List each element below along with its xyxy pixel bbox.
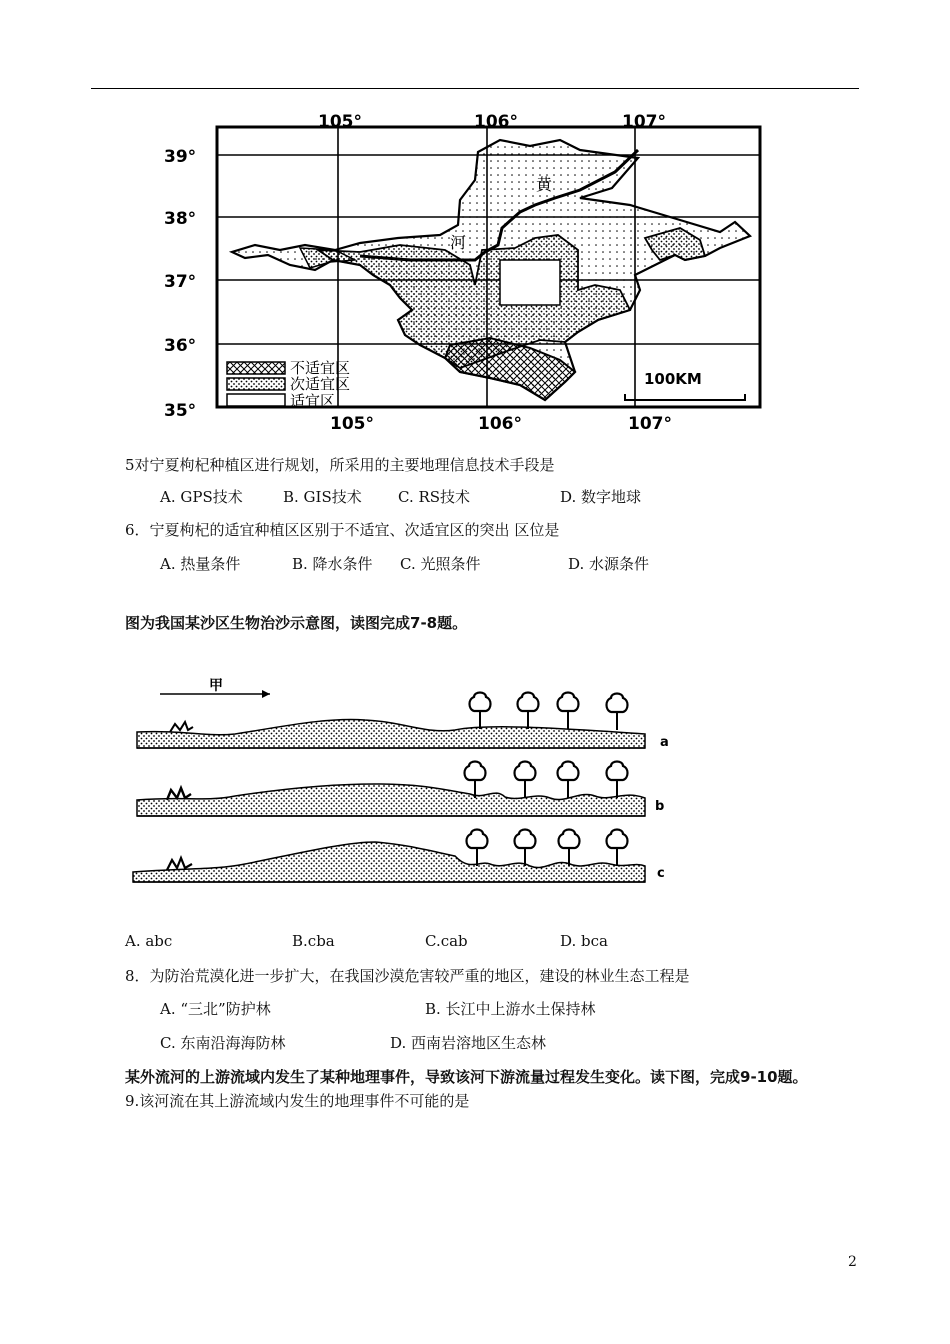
q5-stem: 5对宁夏枸杞种植区进行规划，所采用的主要地理信息技术手段是 bbox=[125, 456, 555, 474]
sand-control-diagram bbox=[125, 672, 685, 894]
row-label-b: b bbox=[655, 799, 665, 814]
header-rule bbox=[91, 88, 859, 89]
river-char-huang: 黄 bbox=[536, 175, 553, 194]
q8-stem: 8．为防治荒漠化进一步扩大，在我国沙漠危害较严重的地区，建设的林业生态工程是 bbox=[125, 967, 690, 985]
q7-option-a: A. abc bbox=[125, 932, 173, 950]
section-7-8-heading: 图为我国某沙区生物治沙示意图，读图完成7-8题。 bbox=[125, 614, 468, 632]
q5-option-b: B. GIS技术 bbox=[283, 488, 362, 506]
section-9-10-heading: 某外流河的上游流域内发生了某种地理事件，导致该河下游流量过程发生变化。读下图，完成9-10题。 bbox=[125, 1068, 808, 1086]
lon-label-107-top: 107° bbox=[622, 112, 666, 132]
lon-label-106-top: 106° bbox=[474, 112, 518, 132]
lat-label-35: 35° bbox=[164, 401, 197, 421]
ningxia-map bbox=[160, 110, 770, 440]
legend-unsuitable: 不适宜区 bbox=[290, 359, 351, 377]
legend-suitable: 适宜区 bbox=[290, 392, 336, 410]
row-label-a: a bbox=[660, 735, 669, 750]
river-char-he: 河 bbox=[450, 233, 467, 252]
q8-option-d: D. 西南岩溶地区生态林 bbox=[390, 1034, 547, 1052]
q6-option-b: B. 降水条件 bbox=[292, 555, 373, 573]
page-number: 2 bbox=[848, 1254, 857, 1270]
q8-option-c: C. 东南沿海海防林 bbox=[160, 1034, 286, 1052]
lon-label-105-top: 105° bbox=[318, 112, 362, 132]
lon-label-105-bottom: 105° bbox=[330, 414, 374, 434]
lat-label-37: 37° bbox=[164, 272, 197, 292]
profile-a bbox=[137, 693, 669, 751]
lat-label-38: 38° bbox=[164, 209, 197, 229]
q5-option-d: D. 数字地球 bbox=[560, 488, 642, 506]
map-legend bbox=[227, 359, 350, 410]
q8-option-b: B. 长江中上游水土保持林 bbox=[425, 1000, 596, 1018]
wind-label: 甲 bbox=[209, 678, 223, 694]
q6-option-a: A. 热量条件 bbox=[160, 555, 241, 573]
lon-label-107-bottom: 107° bbox=[628, 414, 672, 434]
row-label-c: c bbox=[657, 866, 665, 881]
q6-option-c: C. 光照条件 bbox=[400, 555, 481, 573]
q6-option-d: D. 水源条件 bbox=[568, 555, 650, 573]
q9-stem: 9.该河流在其上游流域内发生的地理事件不可能的是 bbox=[125, 1092, 470, 1110]
q5-option-a: A. GPS技术 bbox=[160, 488, 243, 506]
legend-subsuitable: 次适宜区 bbox=[290, 375, 351, 393]
lat-label-39: 39° bbox=[164, 147, 197, 167]
profile-c bbox=[133, 830, 665, 883]
profile-b bbox=[137, 762, 664, 817]
q8-option-a: A. “三北”防护林 bbox=[160, 1000, 271, 1018]
q7-option-c: C.cab bbox=[425, 932, 468, 950]
scale-label: 100KM bbox=[644, 370, 702, 388]
q5-option-c: C. RS技术 bbox=[398, 488, 471, 506]
scale-bar bbox=[625, 370, 745, 400]
q6-stem: 6．宁夏枸杞的适宜种植区区别于不适宜、次适宜区的突出 区位是 bbox=[125, 521, 560, 539]
q7-option-b: B.cba bbox=[292, 932, 335, 950]
lon-label-106-bottom: 106° bbox=[478, 414, 522, 434]
q7-option-d: D. bca bbox=[560, 932, 608, 950]
lat-label-36: 36° bbox=[164, 336, 197, 356]
